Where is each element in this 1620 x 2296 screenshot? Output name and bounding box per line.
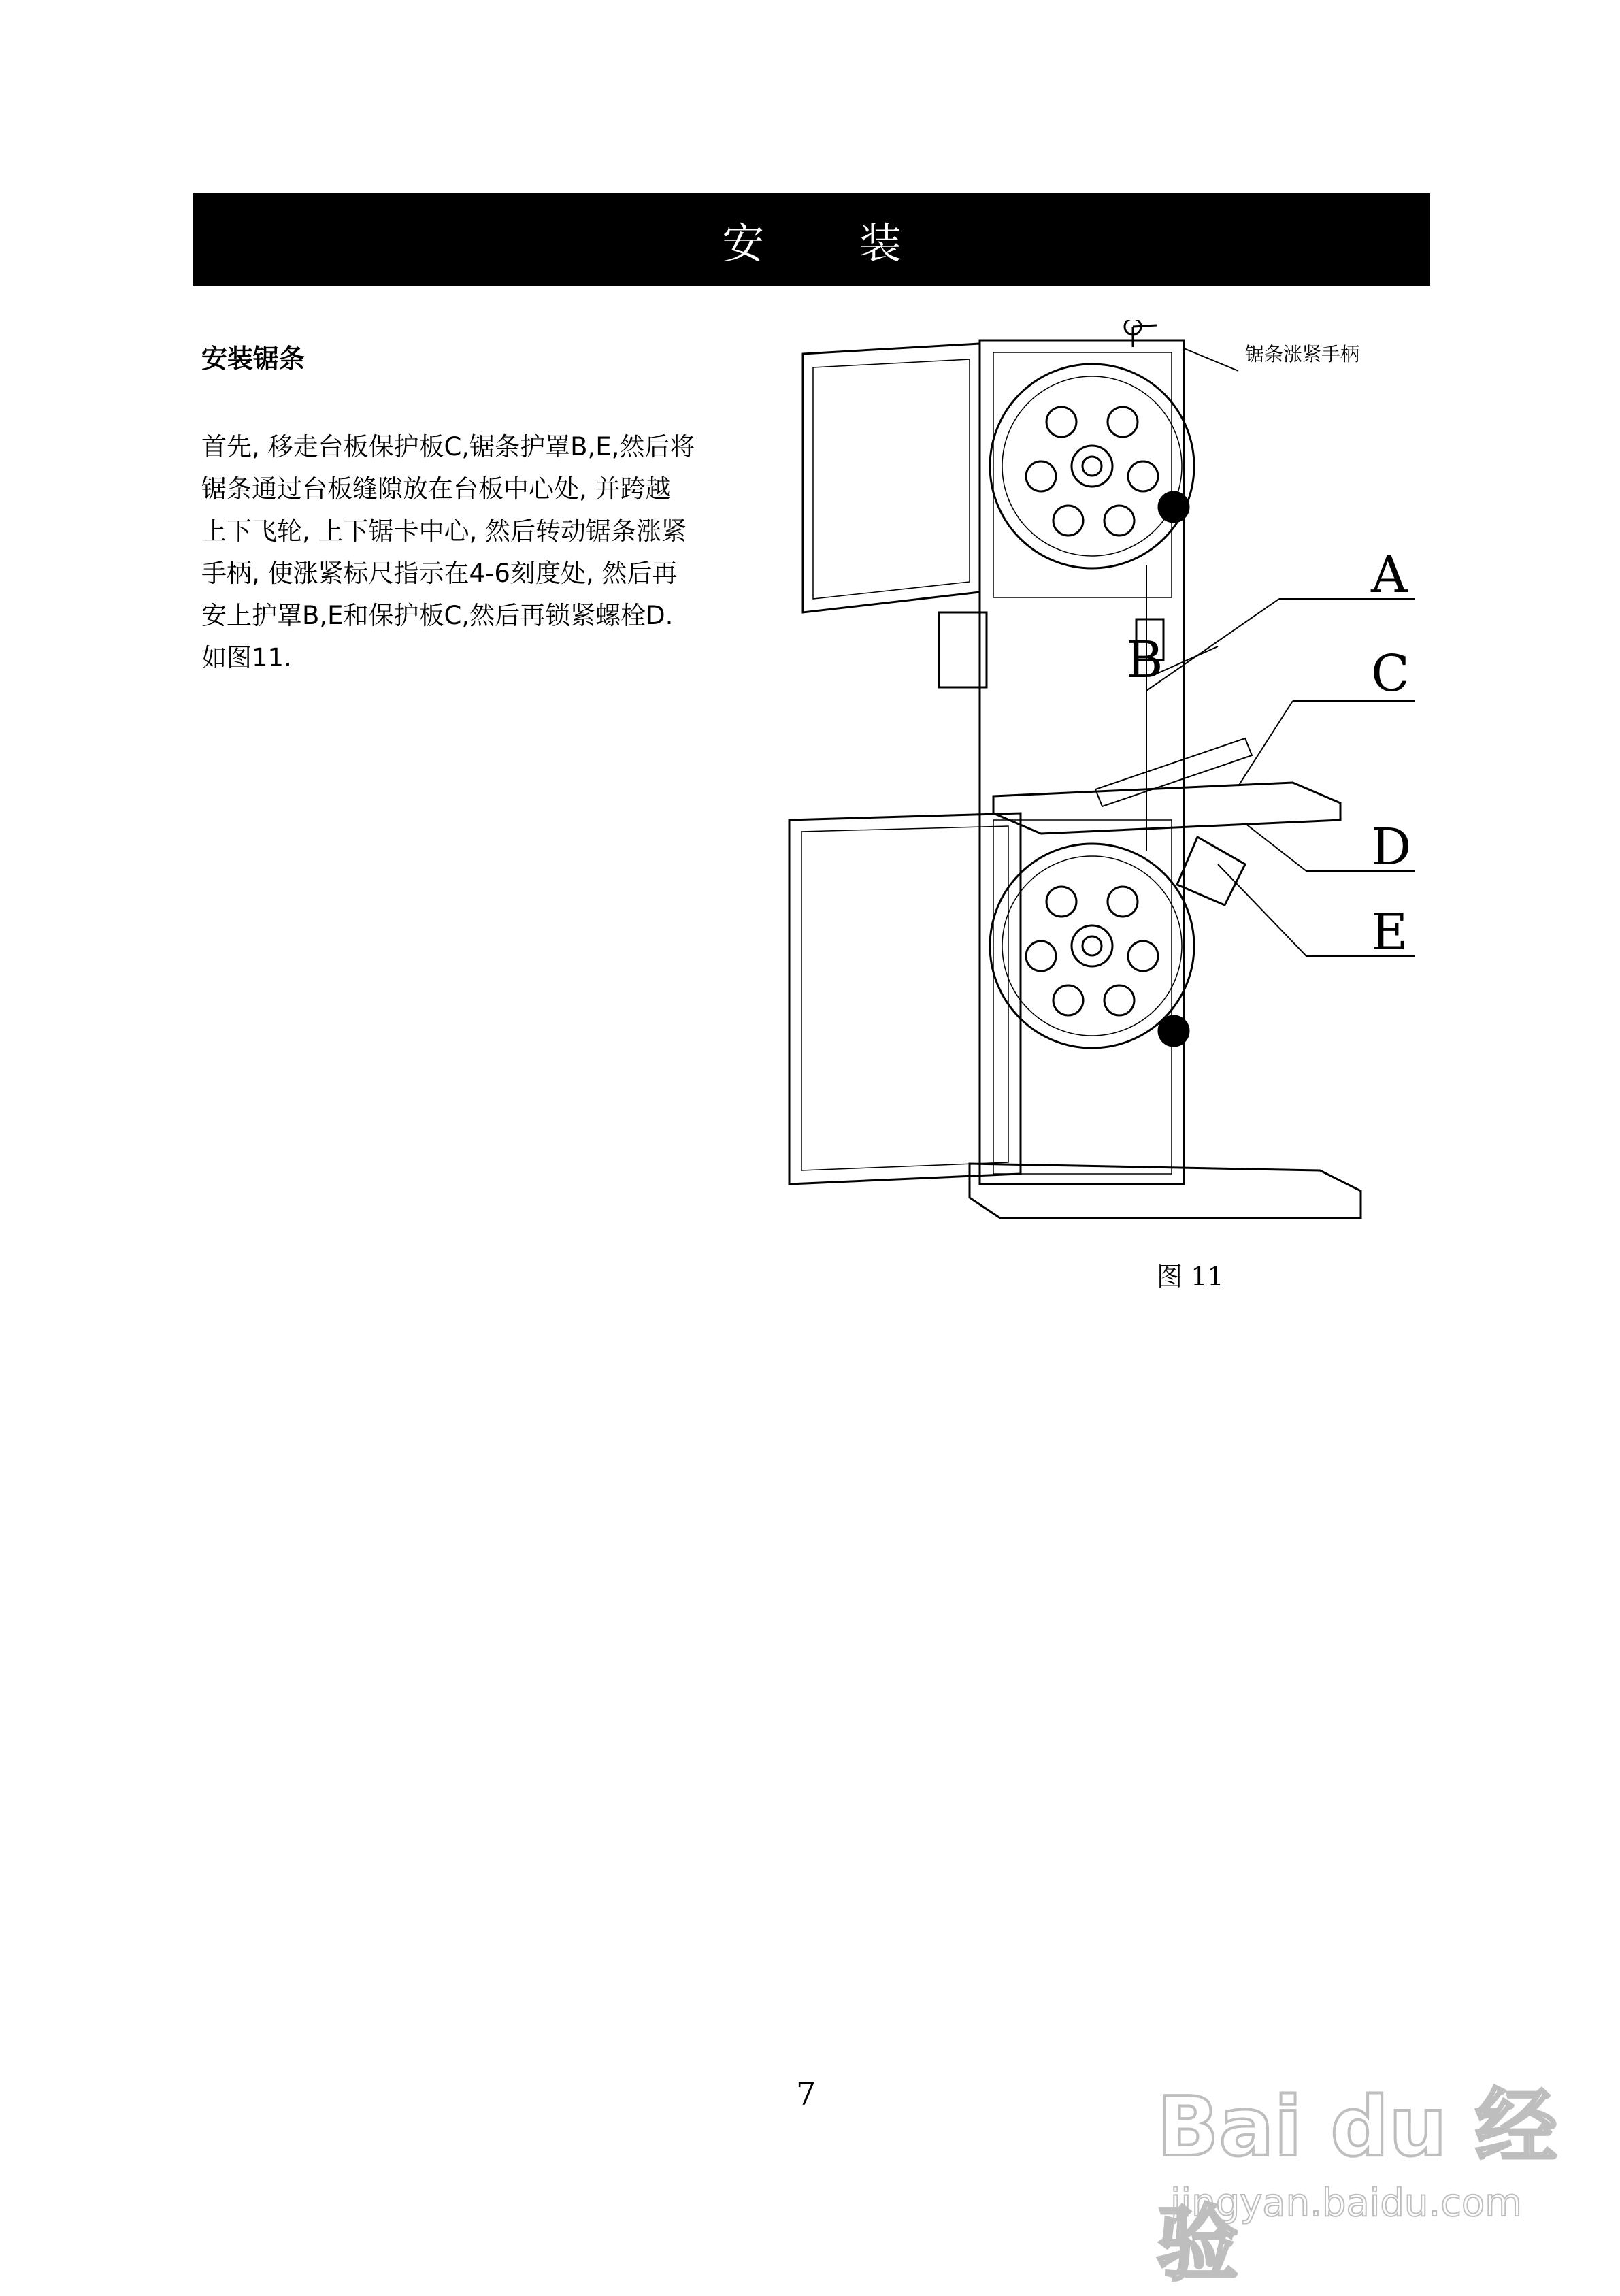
page-number: 7 — [796, 2076, 816, 2112]
upper-door — [803, 344, 980, 612]
instruction-line: 安上护罩B,E和保护板C,然后再锁紧螺栓D. — [201, 601, 674, 630]
label-c: C — [1371, 644, 1410, 703]
label-a: A — [1371, 546, 1408, 604]
instruction-paragraph — [201, 426, 766, 679]
instruction-line: 如图11. — [201, 643, 292, 672]
upper-wheel — [990, 364, 1194, 568]
bandsaw-base — [970, 1164, 1361, 1218]
saw-table — [993, 783, 1340, 834]
baidu-watermark — [1157, 2035, 1599, 2292]
watermark-brand: Bai du 经验 — [1157, 2080, 1557, 2292]
tension-handle-callout: 锯条涨紧手柄 — [1245, 343, 1360, 365]
label-b: B — [1126, 631, 1163, 689]
watermark-url: jingyan.baidu.com — [1170, 2181, 1522, 2225]
section-header-title: 安 装 — [722, 218, 942, 268]
figure-caption: 图 11 — [1157, 1262, 1224, 1292]
instruction-line: 手柄, 使涨紧标尺指示在4-6刻度处, 然后再 — [201, 559, 678, 588]
rip-fence — [1095, 738, 1252, 806]
bandsaw-diagram — [776, 320, 1429, 1232]
bandsaw-drawing — [776, 320, 1429, 1232]
instruction-line: 锯条通过台板缝隙放在台板中心处, 并跨越 — [201, 474, 671, 504]
label-e: E — [1371, 903, 1408, 962]
instruction-line: 首先, 移走台板保护板C,锯条护罩B,E,然后将 — [201, 432, 695, 461]
instruction-line: 上下飞轮, 上下锯卡中心, 然后转动锯条涨紧 — [201, 516, 687, 546]
label-d: D — [1371, 818, 1412, 876]
section-header-bar — [193, 193, 1430, 286]
lower-door — [789, 813, 1021, 1184]
subsection-title: 安装锯条 — [201, 344, 305, 374]
